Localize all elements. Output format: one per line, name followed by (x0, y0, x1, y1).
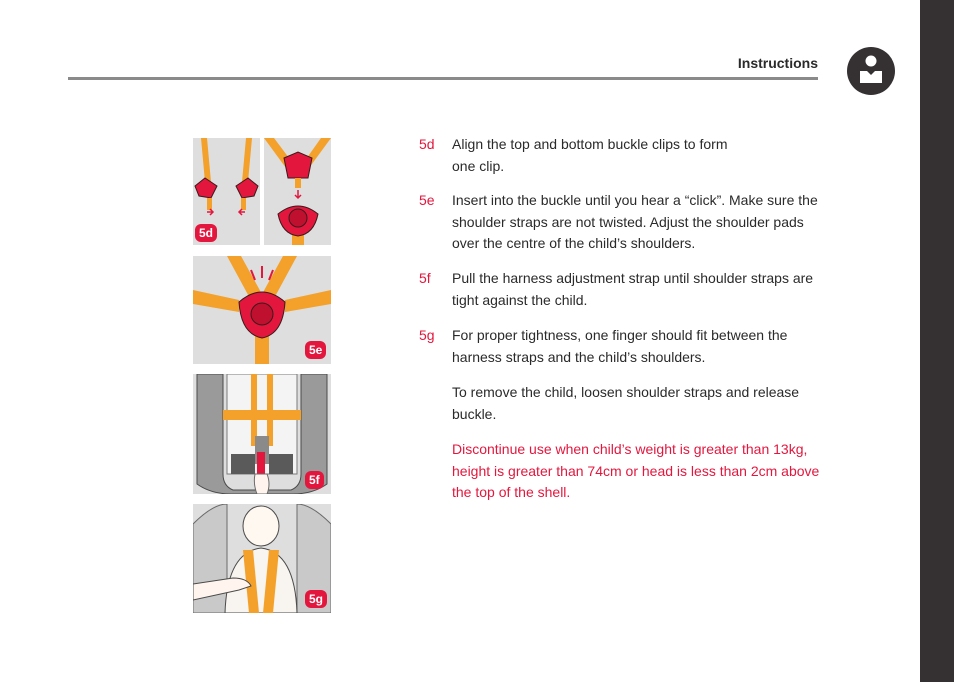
step-number: 5f (419, 270, 431, 286)
illustration-5g (193, 504, 331, 613)
note-text: To remove the child, loosen shoulder straps and release buckle. (452, 384, 800, 422)
page-edge-bar (920, 0, 954, 682)
step-text: For proper tightness, one finger should fit between the harness straps and the child’s shoulders. (452, 327, 788, 365)
warning-text: Discontinue use when child’s weight is greater than 13kg, height is greater than 74cm or head is less than 2cm above the top of the shell. (452, 441, 820, 500)
illustration-5f (193, 374, 331, 494)
step-number: 5g (419, 327, 435, 343)
step-number: 5e (419, 192, 435, 208)
header-divider (68, 77, 818, 80)
step-text: Align the top and bottom buckle clips to form one clip. (452, 136, 728, 174)
step-text: Insert into the buckle until you hear a “click”. Make sure the shoulder straps are not twisted. Adjust the shoulder pads over the centre of the child’s shoulders. (452, 192, 818, 251)
illustration-badge: 5d (195, 224, 217, 242)
step-number: 5d (419, 136, 435, 152)
section-title: Instructions (737, 55, 818, 71)
illustration-5d-left (193, 138, 260, 245)
child-seat-user-icon (847, 47, 895, 95)
illustration-badge: 5e (305, 341, 326, 359)
illustration-5d-right (264, 138, 331, 245)
illustration-5e (193, 256, 331, 364)
illustration-badge: 5g (305, 590, 327, 608)
illustration-badge: 5f (305, 471, 324, 489)
step-text: Pull the harness adjustment strap until shoulder straps are tight against the child. (452, 270, 814, 308)
